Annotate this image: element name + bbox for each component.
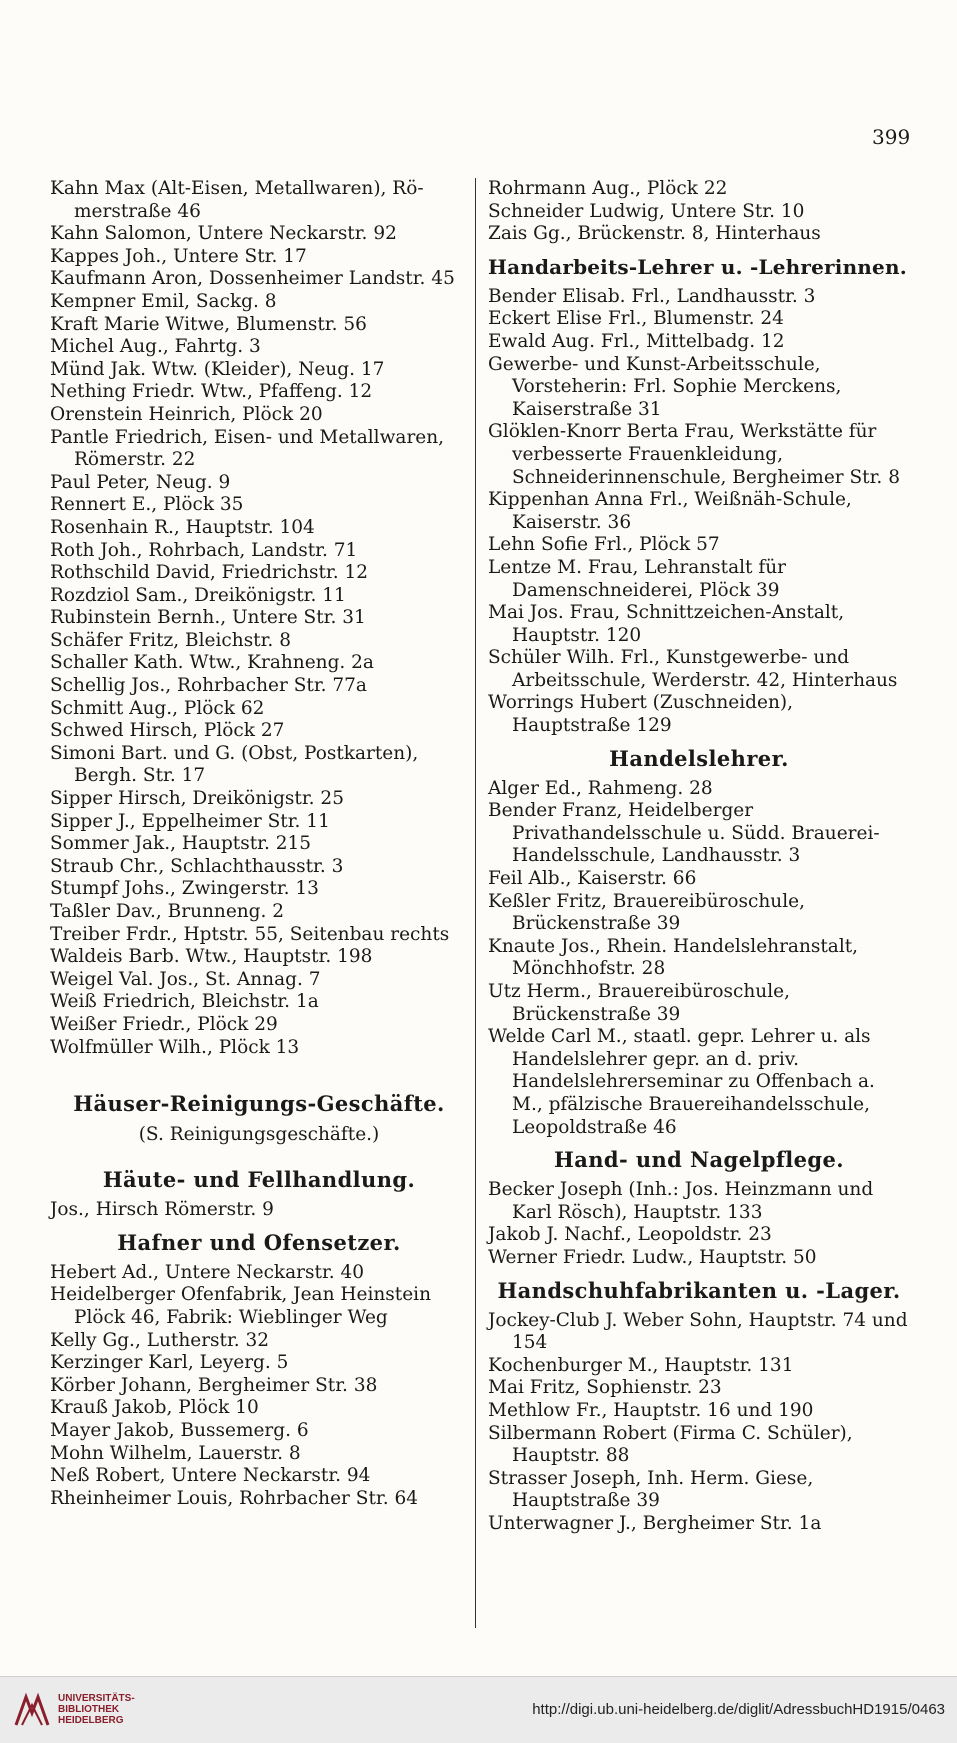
directory-entry: Neß Robert, Untere Neckarstr. 94 [50, 1465, 371, 1487]
directory-entry: Kerzinger Karl, Leyerg. 5 [50, 1352, 289, 1374]
page-number: 399 [872, 125, 911, 149]
directory-entry: Michel Aug., Fahrtg. 3 [50, 336, 261, 358]
directory-entry: Lehn Sofie Frl., Plöck 57 [488, 534, 720, 556]
directory-entry: Hebert Ad., Untere Neckarstr. 40 [50, 1261, 365, 1283]
directory-entry: Methlow Fr., Hauptstr. 16 und 190 [488, 1399, 814, 1421]
directory-entry: Orenstein Heinrich, Plöck 20 [50, 403, 323, 425]
directory-entry: Sipper J., Eppelheimer Str. 11 [50, 810, 330, 832]
left-column [50, 178, 468, 1510]
directory-entry: Schaller Kath. Wtw., Krahneng. 2a [50, 652, 374, 674]
directory-entry: Rheinheimer Louis, Rohrbacher Str. 64 [50, 1487, 418, 1509]
directory-entry: Waldeis Barb. Wtw., Hauptstr. 198 [50, 946, 373, 968]
directory-entry: Rubinstein Bernh., Untere Str. 31 [50, 607, 366, 629]
directory-entry: Schüler Wilh. Frl., Kunstgewerbe- und Arbeitsschule, Werderstr. 42, Hinterhaus [488, 647, 898, 691]
directory-entry: Bender Elisab. Frl., Landhausstr. 3 [488, 285, 816, 307]
directory-entry: Kippenhan Anna Frl., Weißnäh-Schule, Kaiserstr. 36 [488, 489, 852, 533]
directory-entry: Lentze M. Frau, Lehranstalt für Damenschneiderei, Plöck 39 [488, 556, 786, 601]
directory-entry: Kraft Marie Witwe, Blumenstr. 56 [50, 313, 367, 335]
directory-entry: Taßler Dav., Brunneng. 2 [50, 901, 285, 922]
section-heading: Häuser-Reinigungs-Geschäfte. [73, 1091, 445, 1117]
section-heading: Hafner und Ofensetzer. [117, 1229, 401, 1255]
section-heading: Häute- und Fellhandlung. [102, 1167, 416, 1193]
section-heading: Handarbeits-Lehrer u. -Lehrerinnen. [488, 254, 907, 279]
directory-entry: Nething Friedr. Wtw., Pfaffeng. 12 [50, 381, 373, 403]
section-heading: Hand- und Nagelpflege. [554, 1147, 844, 1173]
directory-entry: Alger Ed., Rahmeng. 28 [488, 777, 713, 799]
directory-entry: Straub Chr., Schlachthausstr. 3 [50, 855, 344, 877]
column-divider [475, 178, 476, 1628]
directory-entry: Becker Joseph (Inh.: Jos. Heinzmann und Karl Rösch), Hauptstr. 133 [488, 1179, 874, 1223]
logo-line-3: HEIDELBERG [58, 1715, 124, 1726]
directory-entry: Paul Peter, Neug. 9 [50, 471, 231, 493]
source-url-link[interactable]: http://digi.ub.uni-heidelberg.de/diglit/AdressbuchHD1915/0463 [532, 1701, 945, 1718]
directory-entry: Kahn Salomon, Untere Neckarstr. 92 [50, 223, 397, 245]
directory-entry: Pantle Friedrich, Eisen- und Metallwaren, Römerstr. 22 [50, 426, 445, 471]
section-heading: Handelslehrer. [609, 745, 789, 771]
section-heading: Handschuhfabrikanten u. -Lager. [497, 1277, 901, 1303]
directory-entry: Worrings Hubert (Zuschneiden), Hauptstraße 129 [488, 692, 793, 737]
directory-entry: Weißer Friedr., Plöck 29 [50, 1013, 278, 1035]
directory-entry: Welde Carl M., staatl. gepr. Lehrer u. als Handelslehrer gepr. an d. priv. Handelslehrerseminar zu Offenbach a. M., pfälzische Brauereihandelsschule, Leopoldstraße 46 [488, 1026, 875, 1138]
directory-entry: Roth Joh., Rohrbach, Landstr. 71 [50, 539, 358, 561]
directory-entry: Schmitt Aug., Plöck 62 [50, 697, 265, 719]
directory-entry: Schäfer Fritz, Bleichstr. 8 [50, 629, 291, 651]
directory-entry: Kaufmann Aron, Dossenheimer Landstr. 45 [50, 268, 455, 290]
directory-entry: Unterwagner J., Bergheimer Str. 1a [488, 1512, 822, 1534]
directory-entry: Keßler Fritz, Brauereibüroschule, Brückenstraße 39 [488, 890, 805, 935]
directory-entry: Mayer Jakob, Bussemerg. 6 [50, 1419, 309, 1441]
logo-line-1: UNIVERSITÄTS- [58, 1693, 135, 1704]
directory-entry: Treiber Frdr., Hptstr. 55, Seitenbau rechts [50, 923, 450, 945]
directory-entry: Eckert Elise Frl., Blumenstr. 24 [488, 308, 784, 330]
directory-entry: Kochenburger M., Hauptstr. 131 [488, 1354, 794, 1376]
directory-entry: Jockey-Club J. Weber Sohn, Hauptstr. 74 und 154 [488, 1309, 908, 1354]
directory-entry: Zais Gg., Brückenstr. 8, Hinterhaus [488, 223, 821, 245]
directory-entry: Weigel Val. Jos., St. Annag. 7 [50, 968, 321, 990]
directory-entry: Feil Alb., Kaiserstr. 66 [488, 868, 697, 890]
directory-entry: Mohn Wilhelm, Lauerstr. 8 [50, 1442, 301, 1464]
directory-entry: Kahn Max (Alt-Eisen, Metallwaren), Rö- merstraße 46 [50, 178, 424, 222]
directory-entry: Jakob J. Nachf., Leopoldstr. 23 [488, 1224, 772, 1246]
directory-entry: Sommer Jak., Hauptstr. 215 [50, 833, 312, 855]
directory-entry: Schellig Jos., Rohrbacher Str. 77a [50, 675, 367, 697]
directory-entry: Silbermann Robert (Firma C. Schüler), Hauptstr. 88 [488, 1422, 853, 1467]
directory-entry: Rosenhain R., Hauptstr. 104 [50, 516, 315, 538]
directory-entry: Schwed Hirsch, Plöck 27 [50, 720, 285, 742]
directory-entry: Heidelberger Ofenfabrik, Jean Heinstein Plöck 46, Fabrik: Wieblinger Weg [50, 1284, 431, 1328]
directory-entry: Glöklen-Knorr Berta Frau, Werkstätte für verbesserte Frauenkleidung, Schneiderinnenschule, Bergheimer Str. 8 [488, 421, 900, 488]
directory-entry: Knaute Jos., Rhein. Handelslehranstalt, Mönchhofstr. 28 [488, 935, 859, 980]
directory-entry: Mai Fritz, Sophienstr. 23 [488, 1377, 722, 1399]
university-logo-text [58, 1693, 135, 1726]
directory-entry: Wolfmüller Wilh., Plöck 13 [50, 1036, 300, 1058]
directory-entry: Rennert E., Plöck 35 [50, 494, 244, 516]
directory-entry: Rozdziol Sam., Dreikönigstr. 11 [50, 584, 346, 606]
directory-entry: Kappes Joh., Untere Str. 17 [50, 245, 307, 267]
directory-entry: Krauß Jakob, Plöck 10 [50, 1397, 259, 1419]
directory-entry: Rohrmann Aug., Plöck 22 [488, 178, 728, 199]
directory-entry: Sipper Hirsch, Dreikönigstr. 25 [50, 788, 344, 810]
directory-entry: Simoni Bart. und G. (Obst, Postkarten), Bergh. Str. 17 [50, 742, 419, 787]
cross-reference-note: (S. Reinigungsgeschäfte.) [138, 1124, 380, 1146]
directory-entry: Gewerbe- und Kunst-Arbeitsschule, Vorsteherin: Frl. Sophie Merckens, Kaiserstraße 31 [488, 353, 842, 420]
directory-entry: Werner Friedr. Ludw., Hauptstr. 50 [488, 1246, 817, 1268]
logo-line-2: BIBLIOTHEK [58, 1704, 120, 1715]
directory-entry: Bender Franz, Heidelberger Privathandelsschule u. Südd. Brauerei-Handelsschule, Landhausstr. 3 [488, 800, 880, 867]
university-logo-icon [12, 1691, 52, 1731]
directory-entry: Weiß Friedrich, Bleichstr. 1a [50, 991, 319, 1013]
right-column [488, 178, 910, 1535]
directory-entry: Kempner Emil, Sackg. 8 [50, 290, 277, 312]
directory-entry: Ewald Aug. Frl., Mittelbadg. 12 [488, 330, 785, 352]
directory-entry: Münd Jak. Wtw. (Kleider), Neug. 17 [50, 358, 385, 380]
directory-entry: Strasser Joseph, Inh. Herm. Giese, Hauptstraße 39 [488, 1467, 814, 1512]
directory-entry: Stumpf Johs., Zwingerstr. 13 [50, 878, 319, 900]
directory-entry: Utz Herm., Brauereibüroschule, Brückenstraße 39 [488, 981, 790, 1025]
footer-bar [0, 1676, 957, 1743]
directory-entry: Kelly Gg., Lutherstr. 32 [50, 1329, 270, 1351]
directory-entry: Körber Johann, Bergheimer Str. 38 [50, 1374, 378, 1396]
directory-entry: Schneider Ludwig, Untere Str. 10 [488, 200, 805, 222]
directory-entry: Mai Jos. Frau, Schnittzeichen-Anstalt, Hauptstr. 120 [488, 602, 845, 646]
directory-entry: Jos., Hirsch Römerstr. 9 [50, 1199, 274, 1221]
directory-entry: Rothschild David, Friedrichstr. 12 [50, 562, 369, 584]
